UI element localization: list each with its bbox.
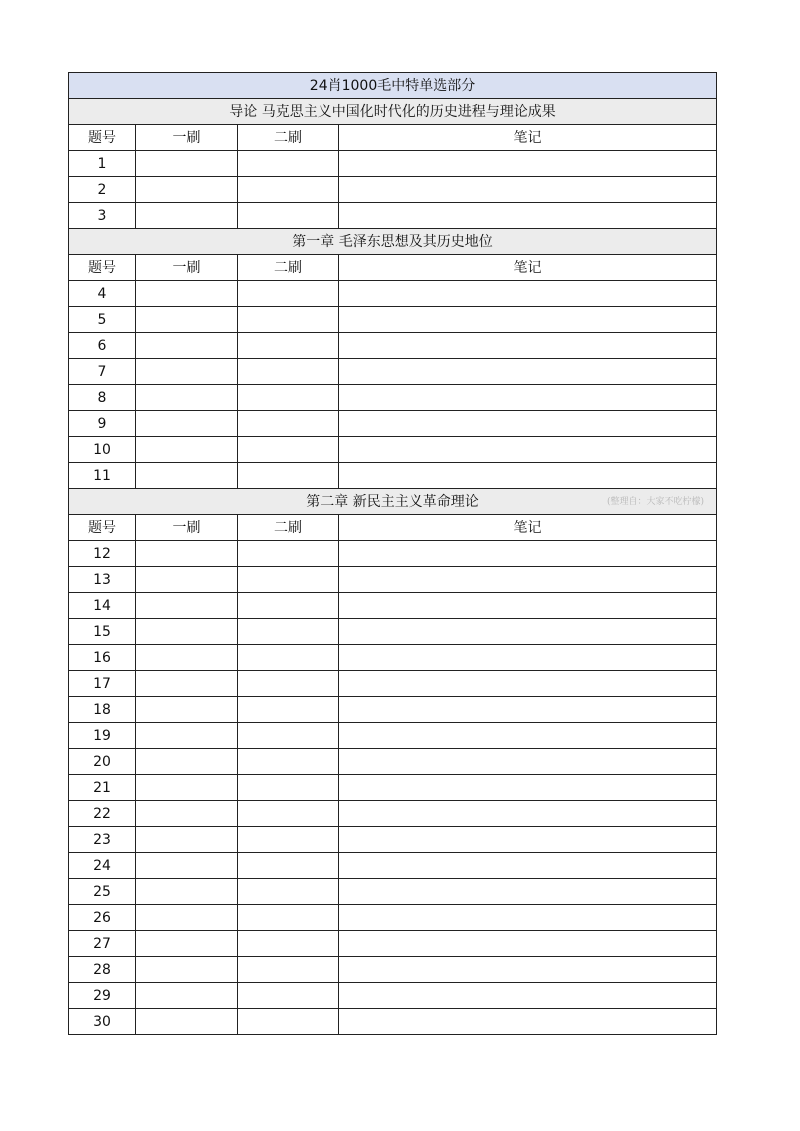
notes-cell[interactable] (339, 437, 717, 463)
first-pass-cell[interactable] (136, 333, 238, 359)
question-row (69, 411, 717, 437)
question-row (69, 281, 717, 307)
first-pass-cell[interactable] (136, 983, 238, 1009)
notes-cell[interactable] (339, 957, 717, 983)
second-pass-cell[interactable] (238, 827, 339, 853)
notes-cell[interactable] (339, 359, 717, 385)
first-pass-cell[interactable] (136, 775, 238, 801)
notes-cell[interactable] (339, 645, 717, 671)
question-row (69, 775, 717, 801)
question-number: 28 (69, 957, 136, 983)
question-row (69, 697, 717, 723)
question-number: 9 (69, 411, 136, 437)
study-record-table (68, 72, 717, 1035)
second-pass-cell[interactable] (238, 957, 339, 983)
question-row (69, 645, 717, 671)
question-number: 26 (69, 905, 136, 931)
header-notes: 笔记 (339, 515, 717, 541)
second-pass-cell[interactable] (238, 151, 339, 177)
notes-cell[interactable] (339, 905, 717, 931)
second-pass-cell[interactable] (238, 905, 339, 931)
first-pass-cell[interactable] (136, 463, 238, 489)
question-number: 22 (69, 801, 136, 827)
notes-cell[interactable] (339, 853, 717, 879)
question-number: 5 (69, 307, 136, 333)
section-title-cell (69, 99, 717, 125)
second-pass-cell[interactable] (238, 801, 339, 827)
notes-cell[interactable] (339, 463, 717, 489)
first-pass-cell[interactable] (136, 957, 238, 983)
page-title: 24肖1000毛中特单选部分 (69, 73, 717, 99)
question-number: 23 (69, 827, 136, 853)
header-second-pass: 二刷 (238, 515, 339, 541)
watermark-credit: (整理自：大家不吃柠檬) (606, 497, 705, 507)
header-question-number: 题号 (69, 125, 136, 151)
second-pass-cell[interactable] (238, 775, 339, 801)
notes-cell[interactable] (339, 879, 717, 905)
notes-cell[interactable] (339, 801, 717, 827)
question-row (69, 983, 717, 1009)
notes-cell[interactable] (339, 671, 717, 697)
question-number: 25 (69, 879, 136, 905)
question-number: 13 (69, 567, 136, 593)
header-second-pass: 二刷 (238, 255, 339, 281)
question-row (69, 801, 717, 827)
first-pass-cell[interactable] (136, 567, 238, 593)
notes-cell[interactable] (339, 749, 717, 775)
second-pass-cell[interactable] (238, 671, 339, 697)
question-number: 16 (69, 645, 136, 671)
question-number: 12 (69, 541, 136, 567)
question-row (69, 931, 717, 957)
question-number: 14 (69, 593, 136, 619)
question-number: 1 (69, 151, 136, 177)
notes-cell[interactable] (339, 411, 717, 437)
question-row (69, 541, 717, 567)
column-header-row (69, 255, 717, 281)
question-number: 24 (69, 853, 136, 879)
header-notes: 笔记 (339, 255, 717, 281)
question-row (69, 905, 717, 931)
second-pass-cell[interactable] (238, 411, 339, 437)
first-pass-cell[interactable] (136, 619, 238, 645)
question-number: 3 (69, 203, 136, 229)
question-number: 8 (69, 385, 136, 411)
section-title: 第一章 毛泽东思想及其历史地位 (292, 233, 493, 250)
first-pass-cell[interactable] (136, 385, 238, 411)
section-row (69, 489, 717, 515)
notes-cell[interactable] (339, 619, 717, 645)
second-pass-cell[interactable] (238, 749, 339, 775)
first-pass-cell[interactable] (136, 203, 238, 229)
question-row (69, 749, 717, 775)
first-pass-cell[interactable] (136, 359, 238, 385)
second-pass-cell[interactable] (238, 281, 339, 307)
question-row (69, 437, 717, 463)
first-pass-cell[interactable] (136, 151, 238, 177)
question-row (69, 957, 717, 983)
second-pass-cell[interactable] (238, 853, 339, 879)
second-pass-cell[interactable] (238, 541, 339, 567)
first-pass-cell[interactable] (136, 671, 238, 697)
second-pass-cell[interactable] (238, 879, 339, 905)
notes-cell[interactable] (339, 203, 717, 229)
question-row (69, 671, 717, 697)
question-number: 19 (69, 723, 136, 749)
question-number: 17 (69, 671, 136, 697)
section-title: 第二章 新民主主义革命理论 (306, 493, 479, 510)
second-pass-cell[interactable] (238, 177, 339, 203)
question-row (69, 567, 717, 593)
second-pass-cell[interactable] (238, 333, 339, 359)
question-row (69, 827, 717, 853)
first-pass-cell[interactable] (136, 541, 238, 567)
first-pass-cell[interactable] (136, 177, 238, 203)
first-pass-cell[interactable] (136, 905, 238, 931)
second-pass-cell[interactable] (238, 437, 339, 463)
header-first-pass: 一刷 (136, 515, 238, 541)
notes-cell[interactable] (339, 983, 717, 1009)
question-row (69, 593, 717, 619)
question-row (69, 1009, 717, 1035)
question-row (69, 385, 717, 411)
title-row (69, 73, 717, 99)
section-title-cell (69, 489, 717, 515)
question-row (69, 723, 717, 749)
second-pass-cell[interactable] (238, 723, 339, 749)
second-pass-cell[interactable] (238, 697, 339, 723)
first-pass-cell[interactable] (136, 307, 238, 333)
question-row (69, 203, 717, 229)
notes-cell[interactable] (339, 281, 717, 307)
question-row (69, 463, 717, 489)
question-number: 10 (69, 437, 136, 463)
notes-cell[interactable] (339, 307, 717, 333)
section-row (69, 229, 717, 255)
first-pass-cell[interactable] (136, 749, 238, 775)
question-number: 18 (69, 697, 136, 723)
second-pass-cell[interactable] (238, 983, 339, 1009)
header-first-pass: 一刷 (136, 255, 238, 281)
first-pass-cell[interactable] (136, 593, 238, 619)
notes-cell[interactable] (339, 567, 717, 593)
second-pass-cell[interactable] (238, 385, 339, 411)
notes-cell[interactable] (339, 385, 717, 411)
question-number: 27 (69, 931, 136, 957)
notes-cell[interactable] (339, 1009, 717, 1035)
question-number: 4 (69, 281, 136, 307)
second-pass-cell[interactable] (238, 931, 339, 957)
first-pass-cell[interactable] (136, 697, 238, 723)
second-pass-cell[interactable] (238, 593, 339, 619)
question-row (69, 359, 717, 385)
column-header-row (69, 515, 717, 541)
question-number: 21 (69, 775, 136, 801)
notes-cell[interactable] (339, 827, 717, 853)
question-row (69, 879, 717, 905)
header-notes: 笔记 (339, 125, 717, 151)
notes-cell[interactable] (339, 723, 717, 749)
notes-cell[interactable] (339, 931, 717, 957)
question-row (69, 307, 717, 333)
notes-cell[interactable] (339, 541, 717, 567)
first-pass-cell[interactable] (136, 931, 238, 957)
first-pass-cell[interactable] (136, 801, 238, 827)
first-pass-cell[interactable] (136, 1009, 238, 1035)
first-pass-cell[interactable] (136, 723, 238, 749)
second-pass-cell[interactable] (238, 463, 339, 489)
header-question-number: 题号 (69, 255, 136, 281)
question-row (69, 151, 717, 177)
section-row (69, 99, 717, 125)
notes-cell[interactable] (339, 775, 717, 801)
column-header-row (69, 125, 717, 151)
notes-cell[interactable] (339, 177, 717, 203)
section-title: 导论 马克思主义中国化时代化的历史进程与理论成果 (229, 103, 556, 120)
first-pass-cell[interactable] (136, 645, 238, 671)
question-row (69, 853, 717, 879)
section-title-cell (69, 229, 717, 255)
question-number: 11 (69, 463, 136, 489)
first-pass-cell[interactable] (136, 827, 238, 853)
first-pass-cell[interactable] (136, 853, 238, 879)
notes-cell[interactable] (339, 333, 717, 359)
notes-cell[interactable] (339, 151, 717, 177)
second-pass-cell[interactable] (238, 619, 339, 645)
question-number: 2 (69, 177, 136, 203)
header-second-pass: 二刷 (238, 125, 339, 151)
second-pass-cell[interactable] (238, 645, 339, 671)
notes-cell[interactable] (339, 593, 717, 619)
question-number: 30 (69, 1009, 136, 1035)
question-row (69, 177, 717, 203)
question-number: 7 (69, 359, 136, 385)
second-pass-cell[interactable] (238, 359, 339, 385)
question-row (69, 619, 717, 645)
question-number: 20 (69, 749, 136, 775)
question-number: 15 (69, 619, 136, 645)
notes-cell[interactable] (339, 697, 717, 723)
second-pass-cell[interactable] (238, 567, 339, 593)
second-pass-cell[interactable] (238, 203, 339, 229)
question-number: 6 (69, 333, 136, 359)
second-pass-cell[interactable] (238, 307, 339, 333)
question-row (69, 333, 717, 359)
header-question-number: 题号 (69, 515, 136, 541)
question-number: 29 (69, 983, 136, 1009)
first-pass-cell[interactable] (136, 411, 238, 437)
first-pass-cell[interactable] (136, 879, 238, 905)
first-pass-cell[interactable] (136, 281, 238, 307)
second-pass-cell[interactable] (238, 1009, 339, 1035)
header-first-pass: 一刷 (136, 125, 238, 151)
first-pass-cell[interactable] (136, 437, 238, 463)
